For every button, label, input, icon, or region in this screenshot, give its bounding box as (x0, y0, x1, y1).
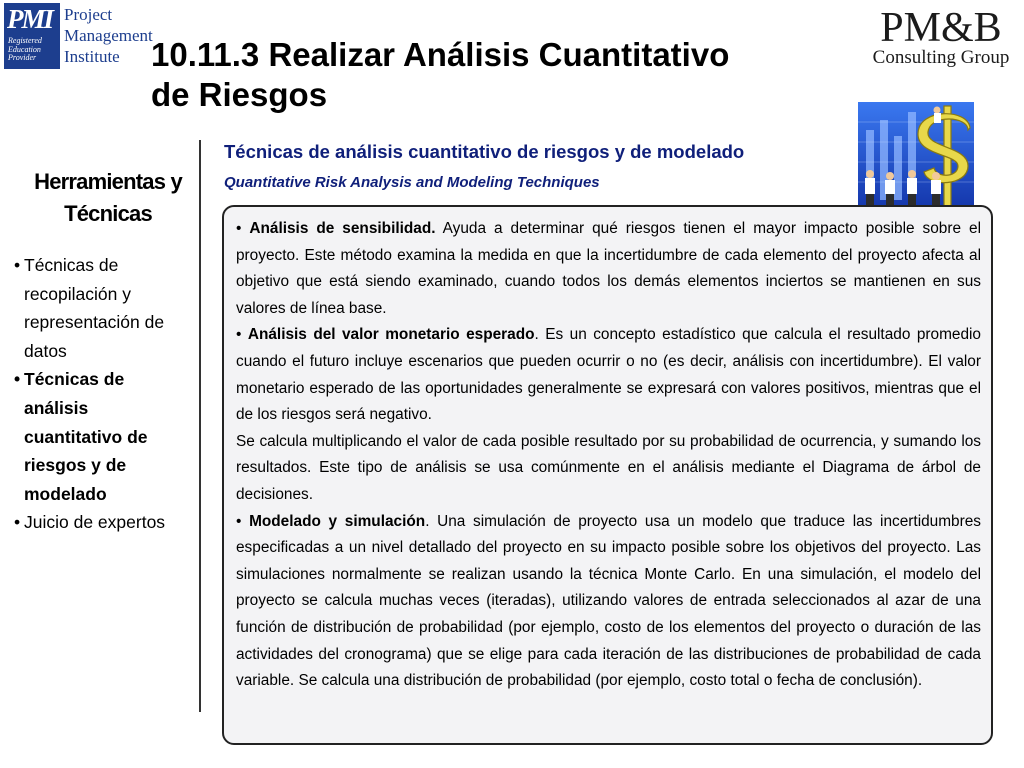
list-item-line: Técnicas de (24, 255, 119, 275)
page-title-line-2: de Riesgos (151, 76, 328, 113)
pmi-logo-words (64, 4, 153, 67)
section-title: Técnicas de análisis cuantitativo de riesgos y de modelado (224, 141, 745, 162)
list-item-line: datos (24, 340, 67, 361)
paragraph-heading: Análisis de sensibilidad. (249, 220, 436, 237)
list-item-line: cuantitativo de (24, 426, 148, 447)
paragraph-text: Ayuda a determinar qué riesgos tienen el mayor impacto posible sobre el proyecto. Este método examina la medida en que la incertidumbre de cada elemento del proyecto afecta al objetivo que está siendo examinado, cuando todos los demás elementos inciertos se mantienen en sus valores de línea base. (236, 220, 981, 317)
tools-heading-line-2: Técnicas (64, 201, 152, 226)
bullet-icon: • (236, 512, 250, 530)
paragraph-text: . Es un concepto estadístico que calcula el resultado promedio cuando el futuro incluye escenarios que pueden ocurrir o no (es decir, análisis con incertidumbre). El valor monetario esperado de las oportunidades generalmente se expresará con valores positivos, mientras que el de los riesgos será negativo. (236, 326, 981, 424)
list-item-line: análisis (24, 397, 89, 418)
list-item-line: Técnicas de (24, 369, 125, 390)
pmi-logo-mark (4, 3, 60, 69)
list-item-expert-judgment (14, 508, 198, 537)
page-title-line-1: 10.11.3 Realizar Análisis Cuantitativo (151, 36, 730, 73)
paragraph-text: . Una simulación de proyecto usa un modelo que traduce las incertidumbres especificadas a un nivel detallado del proyecto en su impacto posible sobre los objetivos del proyecto. Las simulaciones normalmente se realizan usando la técnica Monte Carlo. En una simulación, el modelo del proyecto se calcula muchas veces (iteradas), utilizando valores de entrada seleccionados al azar de una función de distribución de probabilidad (por ejemplo, costo de los elementos del proyecto o duración de las actividades del cronograma) que se elige para cada iteración de las distribuciones de probabilidad de cada variable. Se calcula una distribución de probabilidad (por ejemplo, costo total o fecha de conclusión). (236, 512, 981, 690)
paragraph-expected-monetary-value (236, 322, 981, 428)
section-subtitle: Quantitative Risk Analysis and Modeling Techniques (224, 174, 600, 191)
list-item-line: riesgos y de (24, 455, 127, 476)
pmi-logo-mark-text: PMI (7, 4, 53, 34)
pmb-logo (866, 5, 1016, 68)
pmb-logo-name: PM&B (880, 5, 1002, 51)
list-item-line: recopilación y (24, 283, 131, 304)
list-item-line: Juicio de expertos (24, 512, 166, 533)
list-item-line: modelado (24, 483, 107, 504)
vertical-divider (199, 140, 201, 712)
provider-line: Provider (8, 53, 37, 62)
education-line: Education (8, 44, 41, 54)
bullet-icon: • (236, 220, 250, 237)
bullet-icon: • (236, 326, 248, 344)
list-item-data-gathering (14, 251, 198, 365)
bullet-icon: • (14, 369, 21, 390)
registered-line: Registered (8, 36, 42, 45)
list-item-quantitative-analysis (14, 365, 198, 508)
registered-provider-text (8, 37, 42, 63)
paragraph-modeling-simulation (236, 509, 981, 695)
paragraph-sensitivity-analysis (236, 216, 981, 322)
pmb-logo-tagline: Consulting Group (872, 47, 1010, 68)
content-box (222, 205, 993, 745)
tools-techniques-list (14, 251, 198, 537)
pmi-logo (4, 3, 153, 69)
paragraph-heading: Análisis del valor monetario esperado (247, 326, 535, 344)
paragraph-text: Se calcula multiplicando el valor de cada posible resultado por su probabilidad de ocurrencia, y sumando los resultados. Este tipo de análisis se usa comúnmente en el análisis mediante el Diagrama de árbol de decisiones. (236, 432, 981, 503)
tools-heading-line-1: Herramientas y (34, 169, 182, 194)
pmi-word-management: Management (64, 26, 153, 45)
bullet-icon: • (14, 255, 21, 275)
bullet-icon: • (14, 512, 21, 533)
business-finance-clipart (858, 102, 974, 214)
paragraph-emv-calculation (236, 429, 981, 509)
page-title (151, 35, 871, 115)
tools-techniques-heading (18, 166, 198, 230)
list-item-line: representación de (24, 312, 165, 333)
pmi-word-institute: Institute (64, 47, 120, 66)
paragraph-heading: Modelado y simulación (249, 512, 426, 530)
pmi-word-project: Project (64, 5, 113, 24)
